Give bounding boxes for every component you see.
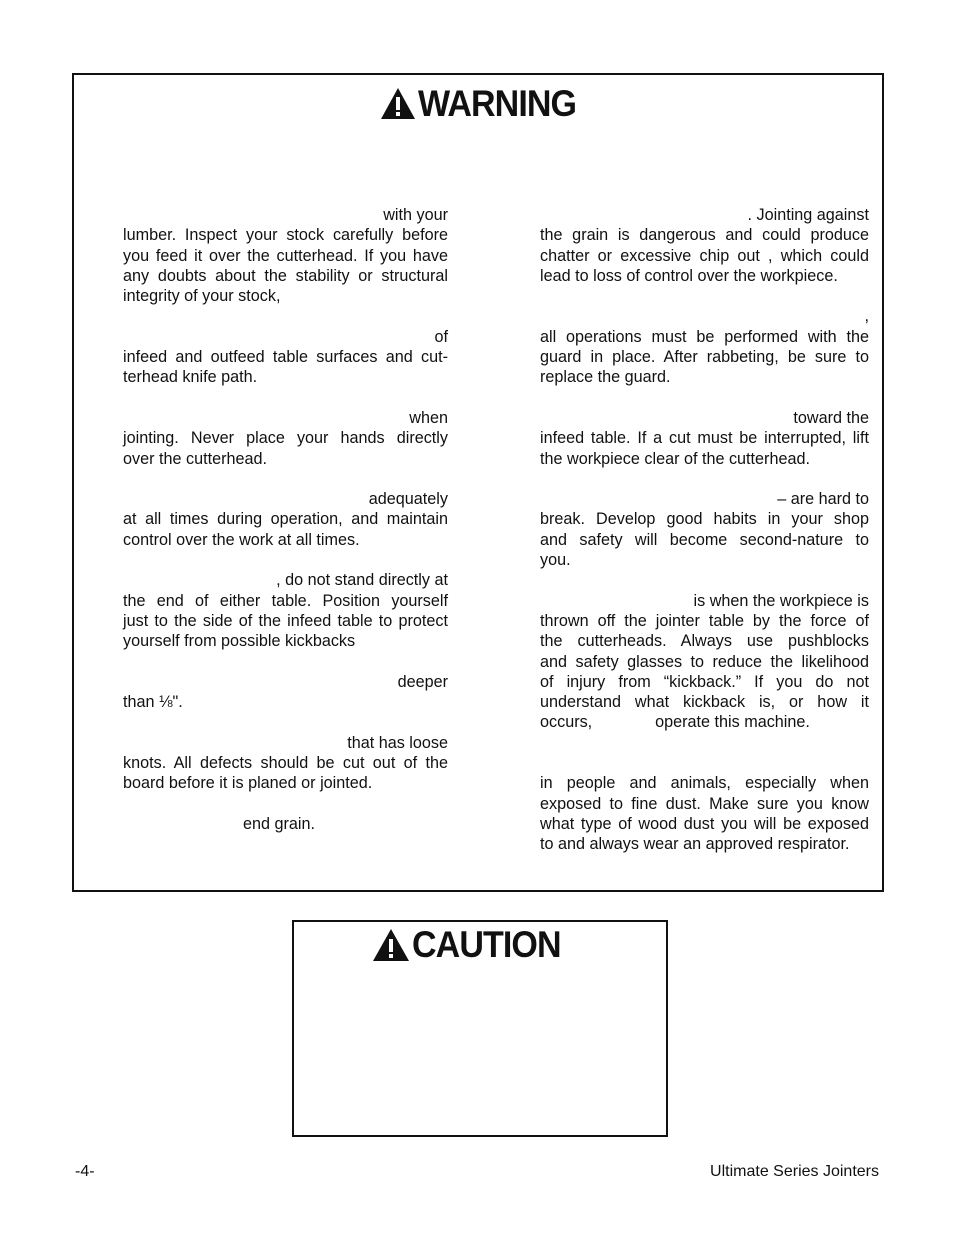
right-para-4-line-4: you.: [540, 551, 571, 570]
left-para-7-line-1: that has loose: [347, 733, 448, 752]
left-para-2-line-2: infeed and outfeed table surfaces and cut-: [123, 348, 448, 367]
right-para-1-line-3: chatter or excessive chip out , which could: [540, 246, 869, 265]
left-para-4-line-3: control over the work at all times.: [123, 530, 360, 549]
right-para-6-line-2: exposed to fine dust. Make sure you know: [540, 794, 869, 813]
left-para-1-line-1: with your: [383, 206, 448, 224]
right-para-1-line-1: . Jointing against: [747, 206, 869, 224]
right-para-6-line-1: in people and animals, especially when: [540, 774, 869, 793]
caution-banner: [372, 926, 574, 963]
left-para-3-line-1: when: [409, 408, 448, 427]
left-para-1-line-2: lumber. Inspect your stock carefully before: [123, 226, 448, 245]
left-para-1-line-3: you feed it over the cutterhead. If you have: [123, 246, 448, 265]
right-para-5-line-3: the cutterheads. Always use pushblocks: [540, 632, 869, 651]
right-para-2-line-4: replace the guard.: [540, 368, 671, 387]
warning-right-column: [540, 205, 869, 855]
right-para-1-line-4: lead to loss of control over the workpiece.: [540, 266, 838, 285]
right-para-2-line-2: all operations must be performed with the: [540, 327, 869, 346]
left-para-1-line-5: integrity of your stock,: [123, 287, 281, 306]
right-para-5-line-7: occurs, operate this machine.: [540, 713, 810, 732]
right-para-6-line-4: to and always wear an approved respirator.: [540, 835, 850, 854]
left-para-5-line-3: just to the side of the infeed table to protect: [123, 611, 448, 630]
page-number: -4-: [75, 1163, 95, 1180]
right-para-3-line-1: toward the: [793, 408, 869, 427]
right-para-4-line-2: break. Develop good habits in your shop: [540, 510, 869, 529]
left-para-6-line-2: than ⅛".: [123, 693, 183, 712]
left-para-2-line-1: of: [434, 327, 448, 346]
left-para-5-line-1: , do not stand directly at: [276, 571, 448, 590]
right-para-3-line-3: the workpiece clear of the cutterhead.: [540, 449, 810, 468]
left-para-5-line-2: the end of either table. Position yourself: [123, 591, 448, 610]
left-para-4-line-1: adequately: [368, 490, 448, 509]
left-para-3-line-2: jointing. Never place your hands directly: [123, 429, 448, 448]
left-para-7-line-3: board before it is planed or jointed.: [123, 774, 373, 793]
right-para-4-line-1: – are hard to: [777, 490, 869, 509]
left-para-7-line-2: knots. All defects should be cut out of the: [123, 754, 448, 773]
right-para-3-line-2: infeed table. If a cut must be interrupted, lift: [540, 429, 869, 448]
warning-title: WARNING: [418, 83, 577, 124]
warning-left-column: [123, 205, 448, 834]
left-para-1-line-4: any doubts about the stability or structural: [123, 266, 448, 285]
right-para-6-line-3: what type of wood dust you will be exposed: [540, 814, 869, 833]
right-para-5-line-1: is when the workpiece is: [693, 591, 869, 610]
left-para-5-line-4: yourself from possible kickbacks: [123, 632, 356, 651]
right-para-1-line-2: the grain is dangerous and could produce: [540, 226, 869, 245]
left-para-2-line-3: terhead knife path.: [123, 368, 258, 387]
right-para-2-line-1: ,: [864, 307, 869, 326]
warning-triangle-icon: [380, 87, 416, 120]
left-para-4-line-2: at all times during operation, and maintain: [123, 510, 448, 529]
right-para-5-line-6: understand what kickback is, or how it: [540, 693, 869, 712]
caution-title: CAUTION: [412, 924, 561, 965]
right-para-5-line-5: of injury from “kickback.” If you do not: [540, 672, 869, 691]
left-para-3-line-3: over the cutterhead.: [123, 449, 267, 468]
right-para-5-line-2: thrown off the jointer table by the force of: [540, 611, 869, 630]
document-title: Ultimate Series Jointers: [710, 1163, 879, 1180]
warning-banner: [380, 85, 590, 122]
caution-triangle-icon: [372, 928, 410, 962]
left-para-8-line-1: end grain.: [243, 814, 315, 833]
right-para-4-line-3: and safety will become second-nature to: [540, 530, 869, 549]
right-para-2-line-3: guard in place. After rabbeting, be sure to: [540, 348, 869, 367]
right-para-5-line-4: and safety glasses to reduce the likelihood: [540, 652, 869, 671]
left-para-6-line-1: deeper: [397, 672, 448, 691]
